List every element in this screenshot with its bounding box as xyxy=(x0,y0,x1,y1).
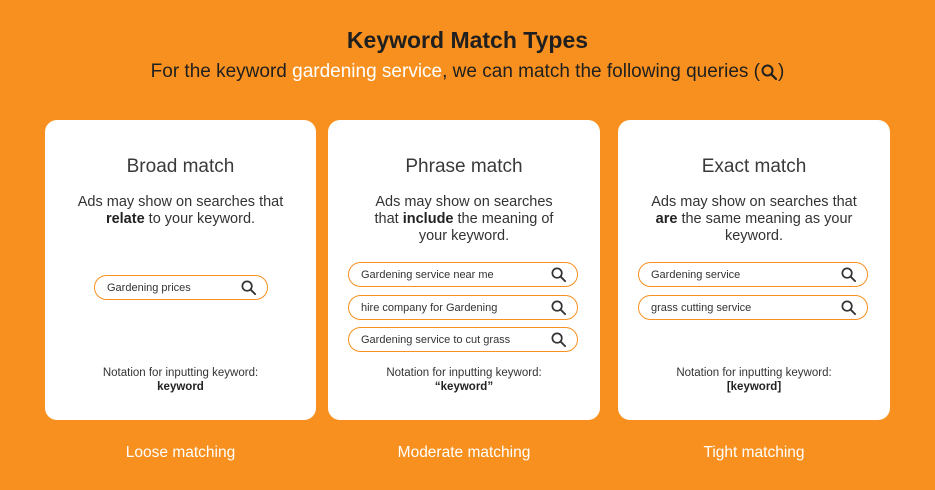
desc-text: Ads may show on searches that xyxy=(374,194,553,227)
card-broad-match xyxy=(45,120,316,420)
search-query-box[interactable] xyxy=(348,262,578,287)
search-query-box[interactable] xyxy=(638,262,868,287)
subtitle-close: ) xyxy=(778,61,785,82)
search-icon xyxy=(550,299,567,316)
subtitle-keyword: gardening service xyxy=(292,61,443,82)
search-query-text: Gardening service near me xyxy=(361,268,494,281)
search-icon xyxy=(760,63,778,81)
page-subtitle xyxy=(0,61,935,83)
search-icon xyxy=(550,331,567,348)
notation-value: keyword xyxy=(157,381,204,393)
desc-text: to your keyword. xyxy=(144,211,256,227)
search-icon xyxy=(840,299,857,316)
footer-label-moderate: Moderate matching xyxy=(397,444,531,461)
footer-label-loose: Loose matching xyxy=(125,444,236,461)
search-query-text: Gardening prices xyxy=(107,281,191,294)
subtitle-suffix: , we can match the following queries ( xyxy=(442,61,761,82)
card-phrase-match xyxy=(328,120,600,420)
notation xyxy=(328,366,600,394)
notation-label: Notation for inputting keyword: xyxy=(676,367,832,379)
search-icon xyxy=(240,279,257,296)
desc-text: Ads may show on searches that xyxy=(651,194,857,210)
page-title: Keyword Match Types xyxy=(346,27,589,53)
card-title: Exact match xyxy=(701,156,807,177)
notation xyxy=(45,366,316,394)
card-description xyxy=(650,194,858,245)
search-query-text: Gardening service to cut grass xyxy=(361,333,511,346)
card-description xyxy=(368,194,560,245)
search-query-text: Gardening service xyxy=(651,268,741,281)
subtitle-prefix: For the keyword xyxy=(150,61,293,82)
desc-text: the same meaning as your keyword. xyxy=(677,211,853,244)
desc-bold: include xyxy=(402,211,454,227)
card-title: Phrase match xyxy=(405,156,523,177)
desc-bold: relate xyxy=(105,211,145,227)
notation-label: Notation for inputting keyword: xyxy=(386,367,542,379)
search-query-text: grass cutting service xyxy=(651,301,752,314)
search-query-box[interactable] xyxy=(638,295,868,320)
card-title: Broad match xyxy=(126,156,235,177)
notation xyxy=(618,366,890,394)
footer-label-tight: Tight matching xyxy=(703,444,805,461)
search-query-box[interactable] xyxy=(348,327,578,352)
card-exact-match xyxy=(618,120,890,420)
card-description xyxy=(75,194,286,228)
desc-bold: are xyxy=(655,211,678,227)
desc-text: the meaning of your keyword. xyxy=(418,211,554,244)
notation-value: “keyword” xyxy=(434,381,494,393)
search-query-text: hire company for Gardening xyxy=(361,301,498,314)
search-icon xyxy=(550,266,567,283)
search-query-box[interactable] xyxy=(348,295,578,320)
notation-value: [keyword] xyxy=(726,381,782,393)
search-query-box[interactable] xyxy=(94,275,268,300)
notation-label: Notation for inputting keyword: xyxy=(102,367,259,379)
search-icon xyxy=(840,266,857,283)
desc-text: Ads may show on searches that xyxy=(77,194,284,210)
